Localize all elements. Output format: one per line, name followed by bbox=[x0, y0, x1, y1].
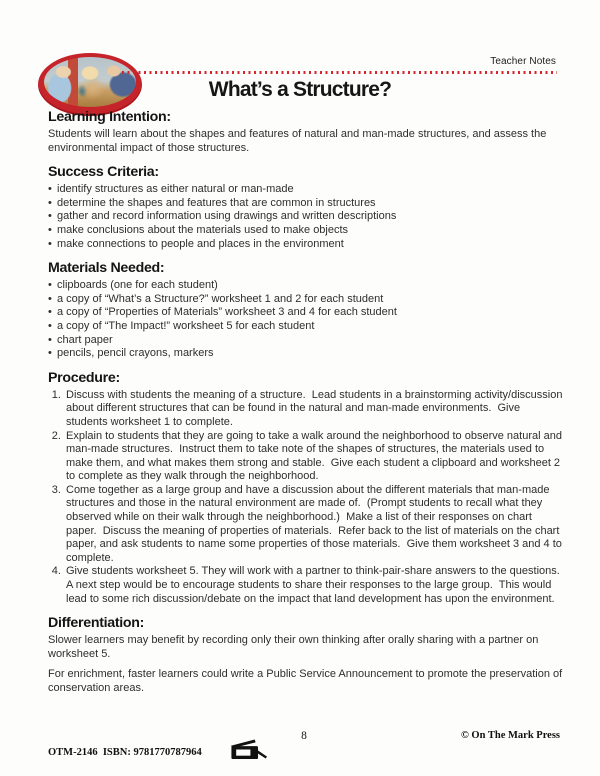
section-success-criteria bbox=[48, 165, 564, 251]
list-item: • chart paper bbox=[48, 334, 564, 348]
differentiation-paragraph: Slower learners may benefit by recording only their own thinking after orally sharing with a partner on worksheet 5. bbox=[48, 634, 542, 660]
list-item: • a copy of “Properties of Materials” worksheet 3 and 4 for each student bbox=[48, 306, 564, 320]
list-item: • a copy of “The Impact!” worksheet 5 for each student bbox=[48, 320, 564, 334]
dotted-divider bbox=[122, 71, 557, 74]
materials-needed-heading: Materials Needed: bbox=[48, 260, 165, 277]
page-number: 8 bbox=[301, 730, 307, 742]
learning-intention-body: Students will learn about the shapes and features of natural and man-made structures, and assess the environmental impact of those structures. bbox=[48, 128, 550, 154]
page-title: What’s a Structure? bbox=[208, 78, 392, 101]
procedure-heading: Procedure: bbox=[48, 369, 120, 386]
list-item: • clipboards (one for each student) bbox=[48, 279, 564, 293]
list-item: • make connections to people and places in the environment bbox=[48, 238, 564, 252]
list-item: • make conclusions about the materials used to make objects bbox=[48, 224, 564, 238]
procedure-steps bbox=[48, 389, 564, 607]
procedure-step: 2. Explain to students that they are going to take a walk around the neighborhood to observe natural and man-made structures. Instruct them to take note of the shapes of structures, the materials used to make them, and what makes them strong and stable. Give each student a clipboard and worksheet 2 to complete as they walk through the neighborhood. bbox=[64, 430, 564, 484]
differentiation-paragraph: For enrichment, faster learners could write a Public Service Announcement to promote the preservation of conservation areas. bbox=[48, 668, 566, 694]
success-criteria-heading: Success Criteria: bbox=[48, 164, 159, 181]
page-content bbox=[48, 110, 564, 696]
page-footer bbox=[48, 726, 560, 758]
section-procedure bbox=[48, 371, 564, 607]
list-item: • gather and record information using drawings and written descriptions bbox=[48, 210, 564, 224]
footer-left bbox=[48, 730, 268, 775]
procedure-step: 4. Give students worksheet 5. They will work with a partner to think-pair-share answers to the questions. A next step would be to encourage students to share their responses to the large group. This would lead to some rich discussion/debate on the impact that land development has upon the environment. bbox=[64, 565, 564, 606]
procedure-step: 3. Come together as a large group and have a discussion about the different materials that man-made structures and those in the natural environment are made of. (Prompt students to recall what they observed while on their walk through the neighborhood.) Make a list of their responses on chart paper. Discuss the meaning of properties of materials. Refer back to the list of materials on the chart paper, and ask students to name some properties of those materials. Give them worksheet 3 and 4 to complete. bbox=[64, 484, 564, 566]
learning-intention-heading: Learning Intention: bbox=[48, 109, 171, 125]
list-item: • determine the shapes and features that are common in structures bbox=[48, 197, 564, 211]
list-item: • pencils, pencil crayons, markers bbox=[48, 347, 564, 361]
success-criteria-list bbox=[48, 183, 564, 251]
footer-copyright: © On The Mark Press bbox=[460, 730, 560, 741]
section-materials-needed bbox=[48, 261, 564, 361]
materials-needed-list bbox=[48, 279, 564, 361]
footer-code: OTM-2146 ISBN: 9781770787964 bbox=[48, 747, 202, 758]
section-learning-intention bbox=[48, 110, 564, 155]
section-differentiation bbox=[48, 616, 564, 695]
procedure-step: 1. Discuss with students the meaning of a structure. Lead students in a brainstorming activity/discussion about different structures that can be found in the natural and man-made environments. Give students worksheet 1 to complete. bbox=[64, 389, 564, 430]
differentiation-heading: Differentiation: bbox=[48, 615, 145, 632]
list-item: • identify structures as either natural or man-made bbox=[48, 183, 564, 197]
photocopier-icon bbox=[209, 727, 268, 775]
header-label: Teacher Notes bbox=[490, 56, 556, 67]
list-item: • a copy of “What’s a Structure?” worksheet 1 and 2 for each student bbox=[48, 293, 564, 307]
